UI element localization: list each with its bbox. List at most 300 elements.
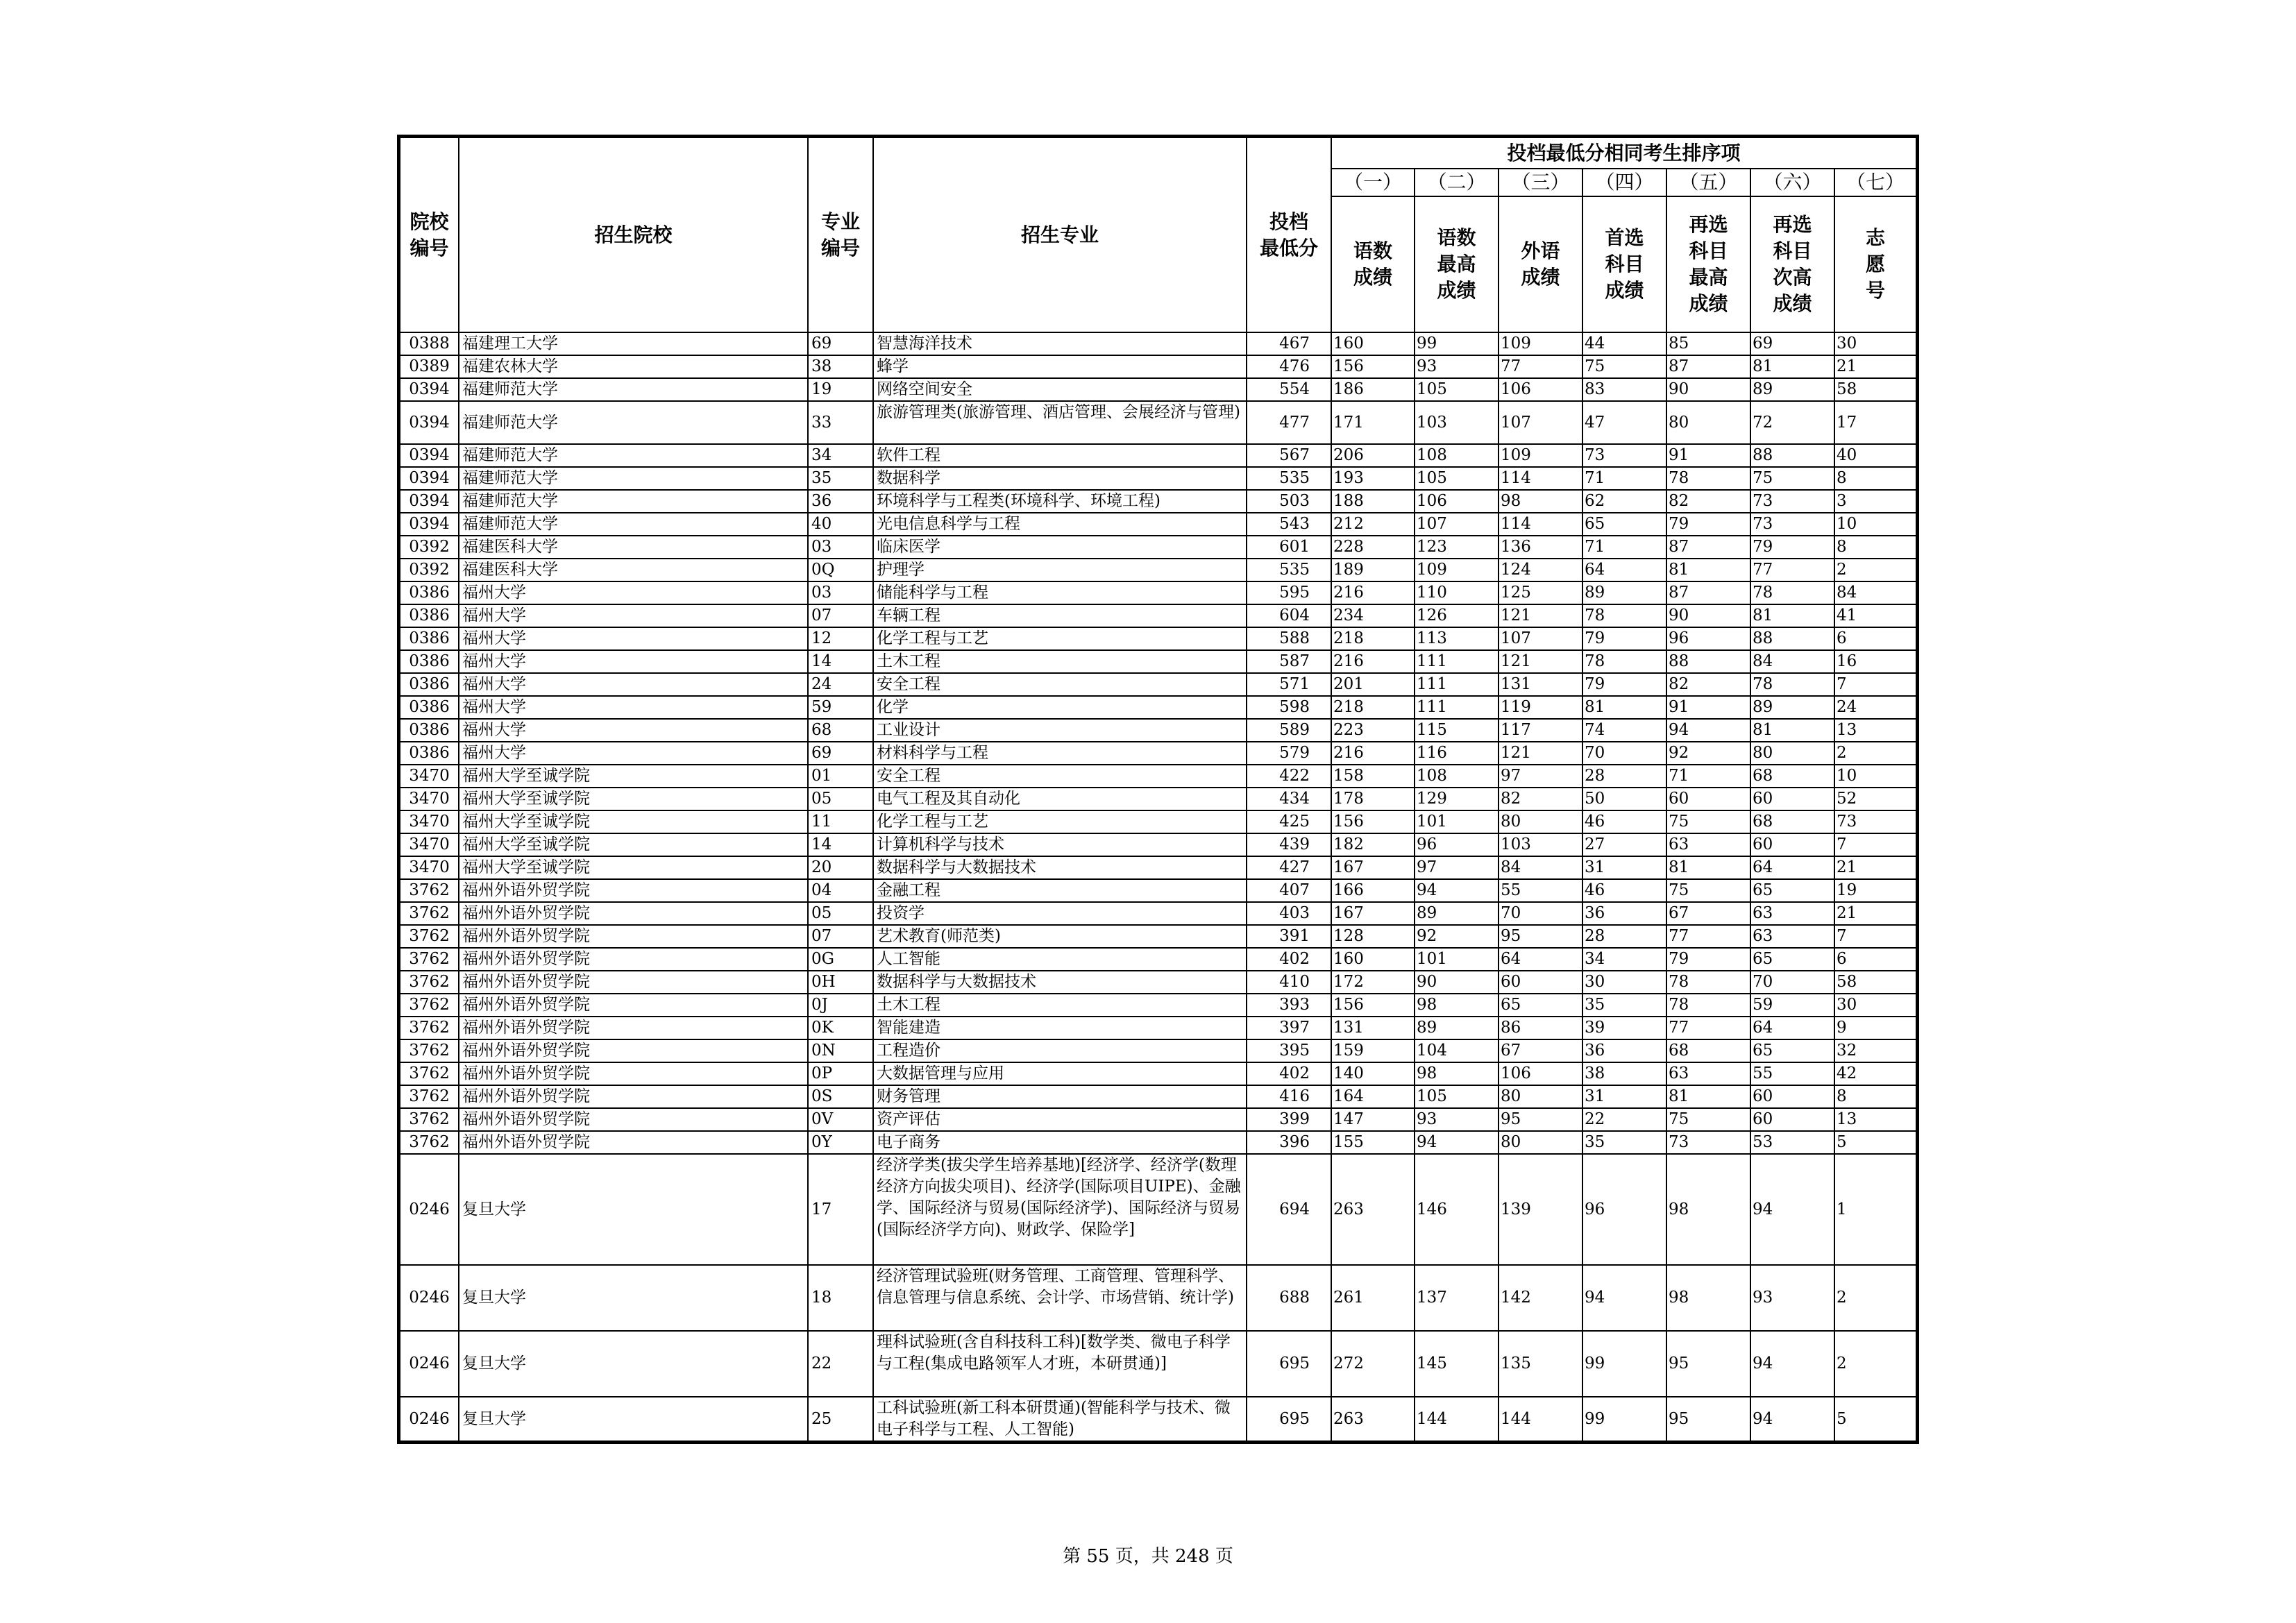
- cell-school-code: 3762: [400, 1085, 459, 1108]
- cell-tie-2: 137: [1415, 1265, 1499, 1331]
- cell-tie-6: 94: [1750, 1154, 1834, 1265]
- table-row: [400, 673, 1916, 696]
- cell-major-code: 0Y: [808, 1131, 873, 1154]
- cell-tie-7: 10: [1834, 513, 1916, 536]
- cell-tie-1: 234: [1331, 604, 1415, 627]
- cell-min-score: 393: [1247, 994, 1331, 1017]
- table-row: [400, 833, 1916, 856]
- cell-school-code: 0394: [400, 490, 459, 513]
- cell-tie-6: 55: [1750, 1062, 1834, 1085]
- cell-tie-3: 55: [1499, 879, 1582, 902]
- cell-tie-4: 38: [1582, 1062, 1666, 1085]
- cell-tie-3: 106: [1499, 1062, 1582, 1085]
- cell-tie-6: 60: [1750, 1108, 1834, 1131]
- cell-min-score: 396: [1247, 1131, 1331, 1154]
- table-row: [400, 604, 1916, 627]
- cell-school-name: 福州大学至诚学院: [459, 788, 808, 810]
- cell-tie-1: 223: [1331, 719, 1415, 742]
- cell-tie-6: 94: [1750, 1331, 1834, 1397]
- cell-school-name: 福建师范大学: [459, 444, 808, 467]
- cell-major-code: 0K: [808, 1017, 873, 1039]
- header-tie-number-4: （四）: [1582, 169, 1666, 196]
- cell-major-code: 04: [808, 879, 873, 902]
- cell-tie-7: 73: [1834, 810, 1916, 833]
- cell-tie-7: 21: [1834, 355, 1916, 378]
- table-row: [400, 650, 1916, 673]
- cell-tie-1: 218: [1331, 627, 1415, 650]
- table-row: [400, 513, 1916, 536]
- current-page-number: 55: [1086, 1546, 1110, 1567]
- cell-tie-2: 105: [1415, 467, 1499, 490]
- cell-tie-7: 52: [1834, 788, 1916, 810]
- cell-school-code: 0246: [400, 1397, 459, 1441]
- cell-major-name: 材料科学与工程: [873, 742, 1247, 765]
- cell-tie-5: 75: [1666, 810, 1750, 833]
- cell-tie-5: 81: [1666, 856, 1750, 879]
- cell-school-name: 福建师范大学: [459, 490, 808, 513]
- cell-tie-2: 94: [1415, 1131, 1499, 1154]
- cell-tie-3: 121: [1499, 742, 1582, 765]
- cell-tie-7: 2: [1834, 742, 1916, 765]
- cell-school-code: 3762: [400, 925, 459, 948]
- cell-tie-6: 78: [1750, 673, 1834, 696]
- cell-tie-4: 22: [1582, 1108, 1666, 1131]
- cell-tie-2: 113: [1415, 627, 1499, 650]
- cell-tie-1: 158: [1331, 765, 1415, 788]
- cell-major-name: 车辆工程: [873, 604, 1247, 627]
- cell-school-code: 0388: [400, 332, 459, 355]
- cell-school-name: 福建医科大学: [459, 559, 808, 581]
- table-row: [400, 1131, 1916, 1154]
- cell-tie-2: 98: [1415, 1062, 1499, 1085]
- cell-tie-3: 80: [1499, 1085, 1582, 1108]
- cell-school-code: 3470: [400, 810, 459, 833]
- cell-tie-7: 2: [1834, 1331, 1916, 1397]
- cell-tie-7: 10: [1834, 765, 1916, 788]
- cell-major-code: 69: [808, 332, 873, 355]
- table-row: [400, 1062, 1916, 1085]
- cell-major-name: 投资学: [873, 902, 1247, 925]
- cell-min-score: 395: [1247, 1039, 1331, 1062]
- cell-school-code: 0392: [400, 559, 459, 581]
- cell-school-code: 0386: [400, 696, 459, 719]
- table-row: [400, 1017, 1916, 1039]
- cell-tie-3: 121: [1499, 650, 1582, 673]
- cell-major-code: 69: [808, 742, 873, 765]
- header-tie-item-5: 再选 科目 最高 成绩: [1666, 196, 1750, 332]
- cell-tie-1: 216: [1331, 650, 1415, 673]
- header-tie-number-2: （二）: [1415, 169, 1499, 196]
- cell-min-score: 434: [1247, 788, 1331, 810]
- cell-school-name: 福州外语外贸学院: [459, 1039, 808, 1062]
- header-tie-number-1: （一）: [1331, 169, 1415, 196]
- table-row: [400, 401, 1916, 444]
- cell-school-name: 福州大学: [459, 719, 808, 742]
- cell-major-code: 05: [808, 788, 873, 810]
- cell-school-code: 3762: [400, 948, 459, 971]
- cell-tie-2: 93: [1415, 355, 1499, 378]
- cell-tie-1: 131: [1331, 1017, 1415, 1039]
- cell-school-name: 福州大学: [459, 673, 808, 696]
- cell-tie-4: 74: [1582, 719, 1666, 742]
- cell-tie-7: 3: [1834, 490, 1916, 513]
- cell-school-name: 福州外语外贸学院: [459, 1017, 808, 1039]
- footer-middle: 页，共: [1115, 1546, 1170, 1567]
- cell-min-score: 567: [1247, 444, 1331, 467]
- cell-tie-1: 156: [1331, 994, 1415, 1017]
- cell-major-name: 理科试验班(含自科技科工科)[数学类、微电子科学与工程(集成电路领军人才班，本研贯通)]: [873, 1331, 1247, 1397]
- cell-major-code: 0S: [808, 1085, 873, 1108]
- header-tie-number-3: （三）: [1499, 169, 1582, 196]
- cell-tie-4: 44: [1582, 332, 1666, 355]
- cell-school-name: 福州外语外贸学院: [459, 1062, 808, 1085]
- cell-tie-5: 67: [1666, 902, 1750, 925]
- cell-school-name: 福州大学至诚学院: [459, 833, 808, 856]
- cell-school-code: 3762: [400, 971, 459, 994]
- cell-min-score: 543: [1247, 513, 1331, 536]
- cell-tie-7: 5: [1834, 1397, 1916, 1441]
- cell-major-code: 59: [808, 696, 873, 719]
- cell-major-name: 化学工程与工艺: [873, 810, 1247, 833]
- cell-tie-7: 7: [1834, 925, 1916, 948]
- cell-min-score: 402: [1247, 1062, 1331, 1085]
- cell-tie-7: 7: [1834, 673, 1916, 696]
- cell-tie-1: 167: [1331, 902, 1415, 925]
- cell-major-code: 0P: [808, 1062, 873, 1085]
- cell-major-code: 0V: [808, 1108, 873, 1131]
- table-row: [400, 1265, 1916, 1331]
- cell-min-score: 601: [1247, 536, 1331, 559]
- cell-school-code: 0246: [400, 1331, 459, 1397]
- cell-tie-3: 107: [1499, 401, 1582, 444]
- cell-school-code: 3762: [400, 902, 459, 925]
- cell-major-name: 财务管理: [873, 1085, 1247, 1108]
- cell-tie-5: 79: [1666, 513, 1750, 536]
- cell-tie-7: 21: [1834, 902, 1916, 925]
- cell-tie-4: 83: [1582, 378, 1666, 401]
- total-page-count: 248: [1175, 1546, 1210, 1567]
- cell-tie-1: 172: [1331, 971, 1415, 994]
- cell-min-score: 595: [1247, 581, 1331, 604]
- cell-major-code: 36: [808, 490, 873, 513]
- cell-tie-6: 69: [1750, 332, 1834, 355]
- cell-tie-2: 107: [1415, 513, 1499, 536]
- cell-major-name: 电子商务: [873, 1131, 1247, 1154]
- cell-school-code: 0386: [400, 650, 459, 673]
- cell-min-score: 604: [1247, 604, 1331, 627]
- cell-tie-2: 129: [1415, 788, 1499, 810]
- cell-tie-5: 98: [1666, 1265, 1750, 1331]
- cell-tie-4: 31: [1582, 856, 1666, 879]
- cell-school-name: 福建农林大学: [459, 355, 808, 378]
- cell-tie-4: 81: [1582, 696, 1666, 719]
- cell-tie-5: 81: [1666, 1085, 1750, 1108]
- cell-major-name: 数据科学与大数据技术: [873, 856, 1247, 879]
- cell-major-code: 38: [808, 355, 873, 378]
- cell-major-name: 资产评估: [873, 1108, 1247, 1131]
- cell-tie-4: 99: [1582, 1331, 1666, 1397]
- cell-major-code: 19: [808, 378, 873, 401]
- cell-tie-5: 87: [1666, 355, 1750, 378]
- table-row: [400, 1085, 1916, 1108]
- cell-tie-4: 94: [1582, 1265, 1666, 1331]
- cell-tie-1: 201: [1331, 673, 1415, 696]
- cell-tie-6: 75: [1750, 467, 1834, 490]
- cell-school-code: 3762: [400, 1062, 459, 1085]
- cell-min-score: 477: [1247, 401, 1331, 444]
- cell-tie-7: 16: [1834, 650, 1916, 673]
- cell-tie-5: 92: [1666, 742, 1750, 765]
- header-major-name: 招生专业: [873, 137, 1247, 332]
- cell-school-code: 0386: [400, 627, 459, 650]
- cell-tie-4: 65: [1582, 513, 1666, 536]
- cell-school-code: 0386: [400, 719, 459, 742]
- cell-school-code: 0386: [400, 673, 459, 696]
- cell-major-code: 0G: [808, 948, 873, 971]
- cell-min-score: 427: [1247, 856, 1331, 879]
- cell-school-name: 福州外语外贸学院: [459, 879, 808, 902]
- cell-tie-4: 99: [1582, 1397, 1666, 1441]
- cell-tie-1: 178: [1331, 788, 1415, 810]
- header-tie-item-4: 首选 科目 成绩: [1582, 196, 1666, 332]
- cell-tie-1: 216: [1331, 581, 1415, 604]
- cell-tie-3: 124: [1499, 559, 1582, 581]
- cell-tie-3: 77: [1499, 355, 1582, 378]
- cell-tie-7: 8: [1834, 536, 1916, 559]
- cell-tie-7: 13: [1834, 719, 1916, 742]
- cell-tie-7: 21: [1834, 856, 1916, 879]
- cell-tie-4: 28: [1582, 925, 1666, 948]
- cell-tie-6: 89: [1750, 378, 1834, 401]
- cell-tie-1: 140: [1331, 1062, 1415, 1085]
- cell-tie-1: 263: [1331, 1397, 1415, 1441]
- cell-tie-1: 272: [1331, 1331, 1415, 1397]
- cell-school-code: 0389: [400, 355, 459, 378]
- cell-min-score: 476: [1247, 355, 1331, 378]
- cell-tie-3: 142: [1499, 1265, 1582, 1331]
- cell-school-code: 0386: [400, 604, 459, 627]
- cell-tie-3: 65: [1499, 994, 1582, 1017]
- cell-major-name: 经济管理试验班(财务管理、工商管理、管理科学、信息管理与信息系统、会计学、市场营销、统计学): [873, 1265, 1247, 1331]
- cell-major-name: 大数据管理与应用: [873, 1062, 1247, 1085]
- cell-tie-5: 68: [1666, 1039, 1750, 1062]
- cell-school-code: 3470: [400, 856, 459, 879]
- header-tie-number-7: （七）: [1834, 169, 1916, 196]
- cell-tie-7: 7: [1834, 833, 1916, 856]
- cell-tie-5: 95: [1666, 1397, 1750, 1441]
- cell-tie-6: 68: [1750, 810, 1834, 833]
- cell-school-name: 复旦大学: [459, 1265, 808, 1331]
- cell-tie-7: 84: [1834, 581, 1916, 604]
- cell-school-code: 3762: [400, 994, 459, 1017]
- cell-tie-5: 91: [1666, 444, 1750, 467]
- cell-tie-4: 73: [1582, 444, 1666, 467]
- cell-school-name: 福建师范大学: [459, 378, 808, 401]
- cell-tie-1: 263: [1331, 1154, 1415, 1265]
- cell-school-code: 0386: [400, 581, 459, 604]
- cell-tie-3: 95: [1499, 925, 1582, 948]
- cell-tie-2: 99: [1415, 332, 1499, 355]
- cell-school-name: 福州外语外贸学院: [459, 1108, 808, 1131]
- cell-tie-4: 64: [1582, 559, 1666, 581]
- cell-school-name: 复旦大学: [459, 1331, 808, 1397]
- cell-min-score: 397: [1247, 1017, 1331, 1039]
- cell-tie-7: 24: [1834, 696, 1916, 719]
- cell-school-name: 福州外语外贸学院: [459, 1131, 808, 1154]
- page-footer: [0, 1542, 2296, 1567]
- cell-tie-5: 91: [1666, 696, 1750, 719]
- cell-tie-2: 109: [1415, 559, 1499, 581]
- cell-tie-1: 159: [1331, 1039, 1415, 1062]
- table-row: [400, 856, 1916, 879]
- cell-tie-7: 30: [1834, 994, 1916, 1017]
- header-school-code: 院校 编号: [400, 137, 459, 332]
- cell-major-name: 土木工程: [873, 994, 1247, 1017]
- cell-tie-2: 96: [1415, 833, 1499, 856]
- cell-min-score: 554: [1247, 378, 1331, 401]
- cell-tie-2: 98: [1415, 994, 1499, 1017]
- cell-major-code: 12: [808, 627, 873, 650]
- cell-tie-4: 34: [1582, 948, 1666, 971]
- cell-tie-2: 145: [1415, 1331, 1499, 1397]
- cell-tie-6: 81: [1750, 355, 1834, 378]
- cell-school-name: 福州大学: [459, 696, 808, 719]
- cell-tie-6: 78: [1750, 581, 1834, 604]
- cell-tie-1: 218: [1331, 696, 1415, 719]
- cell-tie-7: 58: [1834, 971, 1916, 994]
- cell-tie-2: 101: [1415, 948, 1499, 971]
- table-row: [400, 559, 1916, 581]
- table-row: [400, 1154, 1916, 1265]
- cell-school-name: 复旦大学: [459, 1397, 808, 1441]
- cell-tie-5: 79: [1666, 948, 1750, 971]
- header-school-name: 招生院校: [459, 137, 808, 332]
- cell-tie-3: 131: [1499, 673, 1582, 696]
- cell-school-code: 3762: [400, 879, 459, 902]
- cell-tie-7: 30: [1834, 332, 1916, 355]
- cell-tie-2: 105: [1415, 1085, 1499, 1108]
- cell-tie-3: 70: [1499, 902, 1582, 925]
- header-min-score: 投档 最低分: [1247, 137, 1331, 332]
- cell-tie-4: 78: [1582, 604, 1666, 627]
- cell-major-code: 05: [808, 902, 873, 925]
- table-row: [400, 581, 1916, 604]
- cell-min-score: 535: [1247, 559, 1331, 581]
- cell-tie-7: 9: [1834, 1017, 1916, 1039]
- cell-tie-1: 128: [1331, 925, 1415, 948]
- cell-tie-5: 96: [1666, 627, 1750, 650]
- cell-tie-7: 5: [1834, 1131, 1916, 1154]
- cell-tie-7: 2: [1834, 1265, 1916, 1331]
- table-row: [400, 765, 1916, 788]
- cell-major-name: 护理学: [873, 559, 1247, 581]
- cell-major-name: 化学: [873, 696, 1247, 719]
- cell-tie-4: 89: [1582, 581, 1666, 604]
- cell-tie-5: 87: [1666, 536, 1750, 559]
- cell-school-name: 福州外语外贸学院: [459, 902, 808, 925]
- table-row: [400, 719, 1916, 742]
- cell-tie-5: 82: [1666, 673, 1750, 696]
- cell-major-name: 土木工程: [873, 650, 1247, 673]
- cell-major-name: 数据科学: [873, 467, 1247, 490]
- cell-tie-5: 95: [1666, 1331, 1750, 1397]
- cell-major-code: 0J: [808, 994, 873, 1017]
- table-row: [400, 742, 1916, 765]
- cell-min-score: 403: [1247, 902, 1331, 925]
- cell-school-code: 3470: [400, 788, 459, 810]
- cell-tie-5: 71: [1666, 765, 1750, 788]
- cell-tie-6: 77: [1750, 559, 1834, 581]
- cell-tie-2: 89: [1415, 1017, 1499, 1039]
- cell-min-score: 416: [1247, 1085, 1331, 1108]
- cell-tie-4: 75: [1582, 355, 1666, 378]
- cell-major-code: 22: [808, 1331, 873, 1397]
- cell-tie-2: 123: [1415, 536, 1499, 559]
- cell-min-score: 535: [1247, 467, 1331, 490]
- cell-school-code: 0394: [400, 513, 459, 536]
- cell-school-code: 0392: [400, 536, 459, 559]
- cell-tie-2: 115: [1415, 719, 1499, 742]
- cell-min-score: 425: [1247, 810, 1331, 833]
- cell-tie-4: 46: [1582, 879, 1666, 902]
- cell-school-name: 福建师范大学: [459, 401, 808, 444]
- cell-major-name: 化学工程与工艺: [873, 627, 1247, 650]
- cell-tie-2: 101: [1415, 810, 1499, 833]
- cell-tie-1: 155: [1331, 1131, 1415, 1154]
- cell-tie-3: 64: [1499, 948, 1582, 971]
- cell-tie-1: 186: [1331, 378, 1415, 401]
- cell-school-name: 福州大学: [459, 742, 808, 765]
- cell-min-score: 422: [1247, 765, 1331, 788]
- cell-tie-6: 79: [1750, 536, 1834, 559]
- cell-major-code: 34: [808, 444, 873, 467]
- cell-tie-6: 81: [1750, 719, 1834, 742]
- cell-major-name: 艺术教育(师范类): [873, 925, 1247, 948]
- cell-school-code: 3762: [400, 1131, 459, 1154]
- cell-school-code: 0394: [400, 378, 459, 401]
- cell-major-name: 软件工程: [873, 444, 1247, 467]
- cell-tie-2: 104: [1415, 1039, 1499, 1062]
- table-row: [400, 355, 1916, 378]
- cell-min-score: 589: [1247, 719, 1331, 742]
- admission-table: [399, 137, 1917, 1442]
- cell-tie-6: 84: [1750, 650, 1834, 673]
- cell-tie-7: 17: [1834, 401, 1916, 444]
- cell-tie-2: 116: [1415, 742, 1499, 765]
- cell-tie-1: 228: [1331, 536, 1415, 559]
- cell-tie-6: 88: [1750, 444, 1834, 467]
- cell-major-code: 03: [808, 536, 873, 559]
- footer-suffix: 页: [1215, 1546, 1233, 1567]
- cell-tie-7: 42: [1834, 1062, 1916, 1085]
- cell-tie-2: 94: [1415, 879, 1499, 902]
- cell-tie-3: 135: [1499, 1331, 1582, 1397]
- table-row: [400, 925, 1916, 948]
- cell-major-code: 0H: [808, 971, 873, 994]
- cell-major-code: 07: [808, 925, 873, 948]
- cell-school-name: 福州外语外贸学院: [459, 994, 808, 1017]
- cell-major-name: 环境科学与工程类(环境科学、环境工程): [873, 490, 1247, 513]
- cell-tie-2: 108: [1415, 444, 1499, 467]
- cell-tie-1: 166: [1331, 879, 1415, 902]
- cell-school-code: 0246: [400, 1154, 459, 1265]
- cell-school-name: 福州大学至诚学院: [459, 765, 808, 788]
- cell-tie-4: 36: [1582, 902, 1666, 925]
- cell-tie-3: 136: [1499, 536, 1582, 559]
- cell-tie-1: 182: [1331, 833, 1415, 856]
- cell-tie-6: 64: [1750, 1017, 1834, 1039]
- cell-tie-3: 117: [1499, 719, 1582, 742]
